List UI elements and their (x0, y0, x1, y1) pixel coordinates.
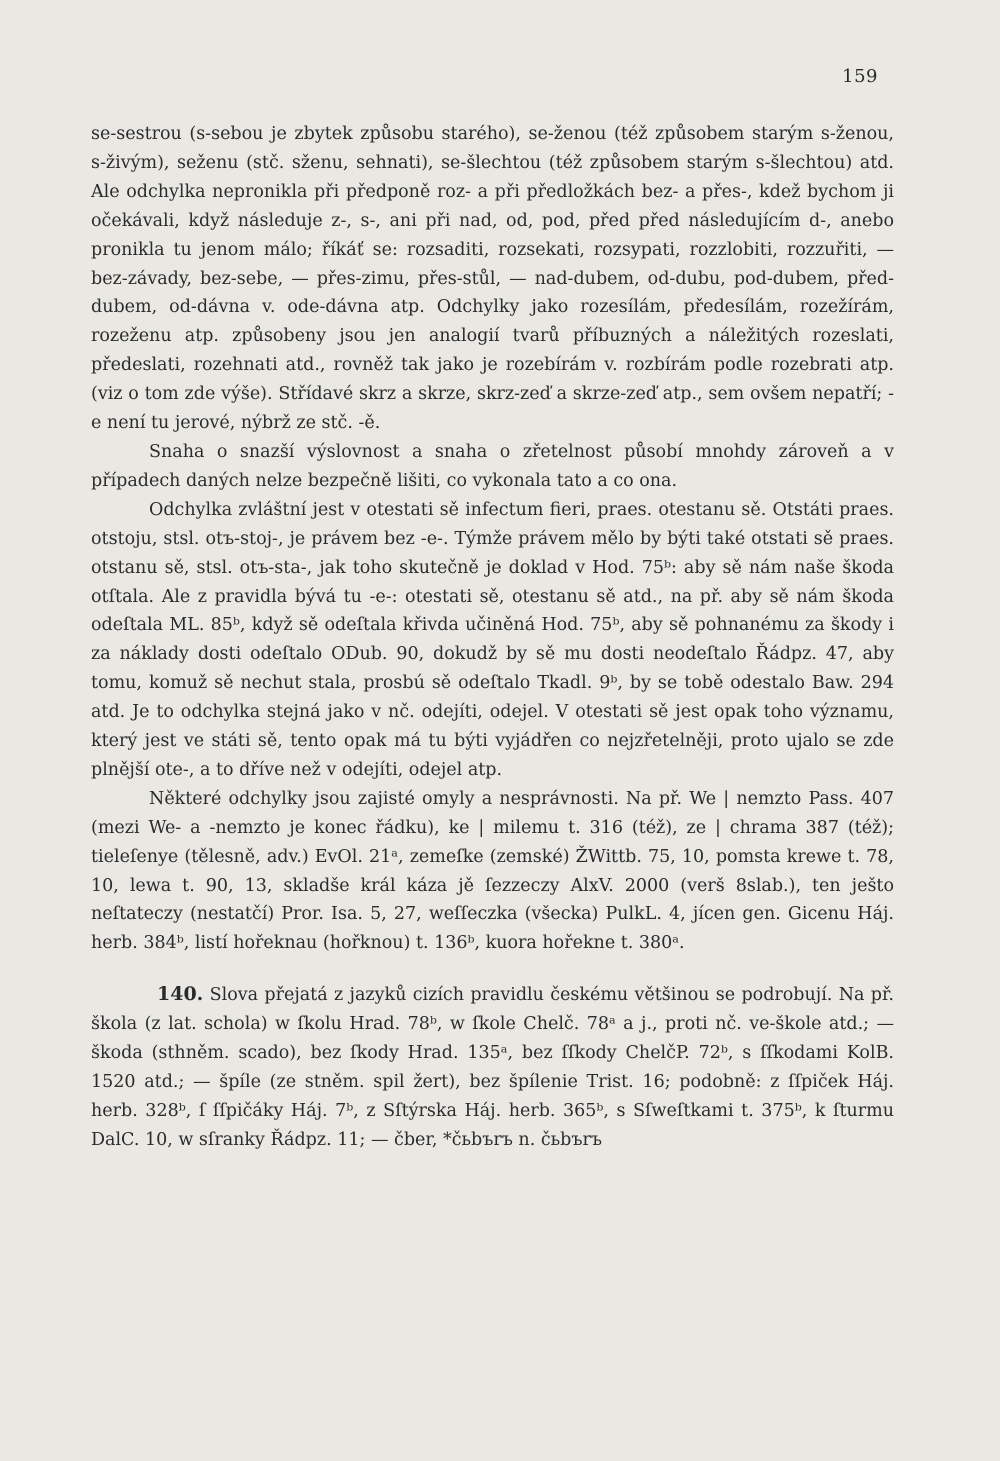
section-140 (91, 980, 894, 1154)
paragraph-odchylka: Odchylka zvláštní jest v otestati sě infectum fieri, praes. otestanu sě. Otstáti praes. otstoju, stsl. otъ-stoj-, je právem bez -e-. Týmže právem mělo by býti také otstati sě praes. otstanu sě, stsl. otъ-sta-, jak toho skutečně je doklad v Hod. 75ᵇ: aby sě nám naše škoda otſtala. Ale z pravidla bývá tu -e-: otestati sě, otestanu sě atd., na př. aby sě nám škoda odeſtala ML. 85ᵇ, když sě odeſtala křivda učiněná Hod. 75ᵇ, aby sě pohnanému za škody i za náklady dosti odeſtalo ODub. 90, dokudž by sě mu dosti neodeſtalo Řádpz. 47, aby tomu, komuž sě nechut stala, prosbú sě odeſtalo Tkadl. 9ᵇ, by se tobě odestalo Baw. 294 atd. Je to odchylka stejná jako v nč. odejíti, odejel. V otestati sě jest opak toho významu, který jest ve státi sě, tento opak má tu býti vyjádřen co nejzřetelněji, proto ujalo se zde plnější ote-, a to dříve než v odejíti, odejel atp. (91, 499, 894, 780)
paragraph-snaha: Snaha o snazší výslovnost a snaha o zřetelnost působí mnohdy zároveň a v případech daných nelze bezpečně lišiti, co vykonala tato a co ona. (91, 441, 894, 491)
section-text: Slova přejatá z jazyků cizích pravidlu českému většinou se podrobují. Na př. škola (z lat. schola) w ſkolu Hrad. 78ᵇ, w ſkole Chelč. 78ᵃ a j., proti nč. ve-škole atd.; — škoda (sthněm. scado), bez ſkody Hrad. 135ᵃ, bez ſſkody ChelčP. 72ᵇ, s ſſkodami KolB. 1520 atd.; — špíle (ze stněm. spil žert), bez špílenie Trist. 16; podobně: z ſſpiček Háj. herb. 328ᵇ, ſ ſſpičáky Háj. 7ᵇ, z Sſtýrska Háj. herb. 365ᵇ, s Sſweſtkami t. 375ᵇ, k ſturmu DalC. 10, w sſranky Řádpz. 11; — čber, *čьbъrъ n. čьbъrъ (91, 985, 894, 1150)
body-text (91, 120, 894, 1155)
section-number: 140. (157, 983, 204, 1006)
paragraph-continuation: se-sestrou (s-sebou je zbytek způsobu starého), se-ženou (též způsobem starým s-ženou, s-živým), seženu (stč. sženu, sehnati), se-šlechtou (též způsobem starým s-šlechtou) atd. Ale odchylka nepronikla při předponě roz- a při předložkách bez- a přes-, kdež bychom ji očekávali, když následuje z-, s-, ani při nad, od, pod, před před následujícím d-, anebo pronikla tu jenom málo; říkáť se: rozsaditi, rozsekati, rozsypati, rozzlobiti, rozzuřiti, — bez-závady, bez-sebe, — přes-zimu, přes-stůl, — nad-dubem, od-dubu, pod-dubem, před-dubem, od-dávna v. ode-dávna atp. Odchylky jako rozesílám, předesílám, rozežírám, rozeženu atp. způsobeny jsou jen analogií tvarů příbuzných a náležitých rozeslati, předeslati, rozehnati atd., rovněž tak jako je rozebírám v. rozbírám podle rozebrati atp. (viz o tom zde výše). Střídavé skrz a skrze, skrz-zeď a skrze-zeď atp., sem ovšem nepatří; -e není tu jerové, nýbrž ze stč. -ě. (91, 124, 894, 434)
paragraph-nektere-odchylky: Některé odchylky jsou zajisté omyly a nesprávnosti. Na př. We | nemzto Pass. 407 (mezi We- a -nemzto je konec řádku), ke | milemu t. 316 (též), ze | chrama 387 (též); tieleſenye (tělesně, adv.) EvOl. 21ᵃ, zemeſke (zemské) ŽWittb. 75, 10, pomsta krewe t. 78, 10, lewa t. 90, 13, skladše král káza jě ſezzeczy AlxV. 2000 (verš 8slab.), ten ješto neſtateczy (nestatčí) Pror. Isa. 5, 27, weſſeczka (všecka) PulkL. 4, jícen gen. Gicenu Háj. herb. 384ᵇ, listí hořeknau (hořknou) t. 136ᵇ, kuora hořekne t. 380ᵃ. (91, 788, 894, 954)
page-number: 159 (842, 66, 878, 87)
